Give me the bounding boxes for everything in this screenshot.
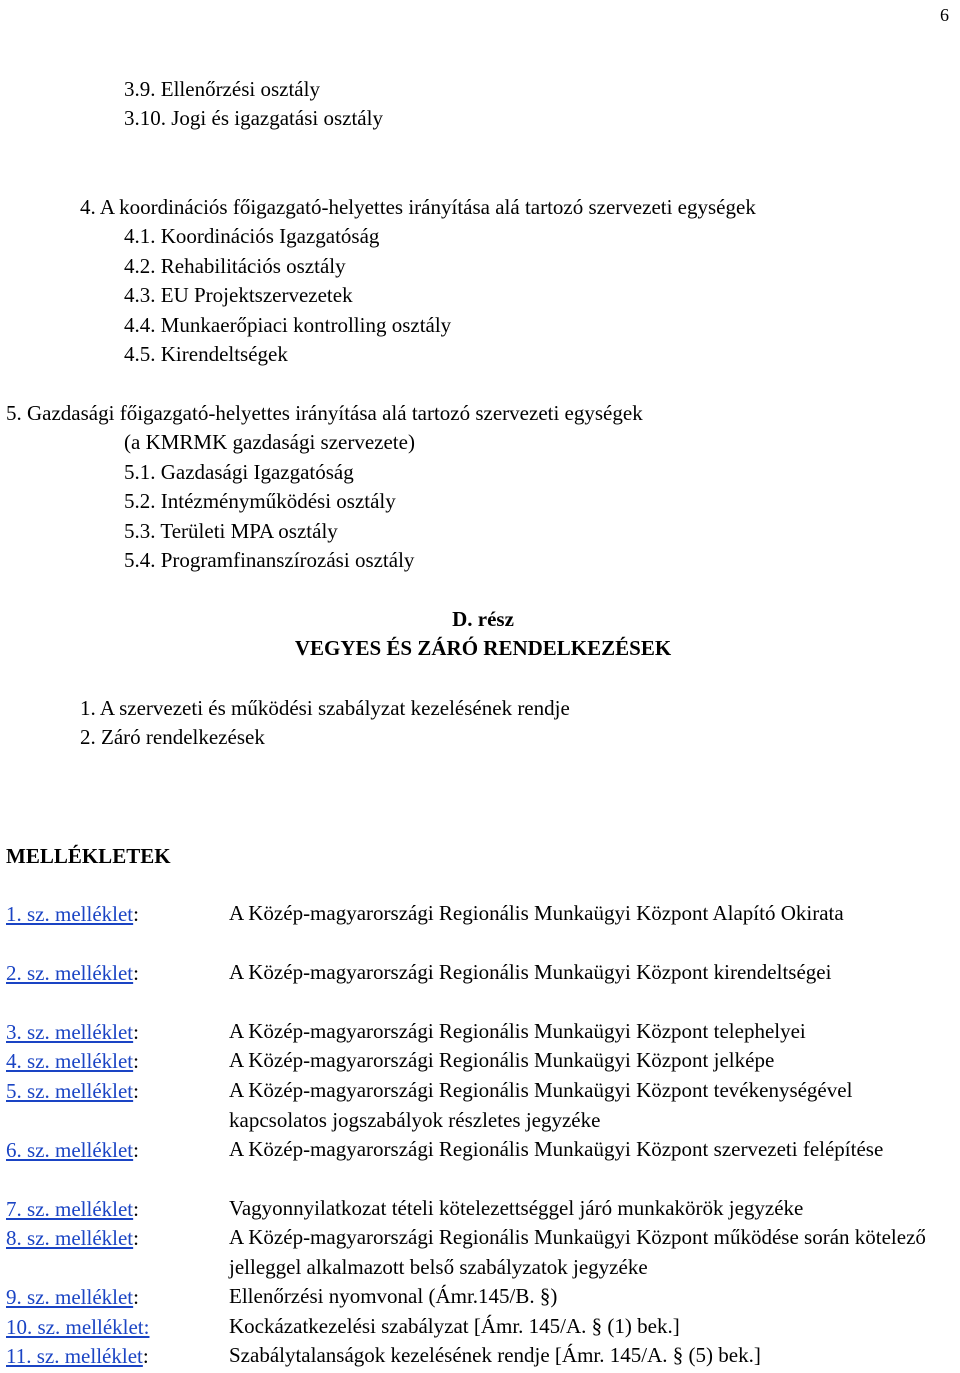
- annex-description: Ellenőrzési nyomvonal (Ámr.145/B. §): [229, 1284, 558, 1308]
- annex-description: A Közép-magyarországi Regionális Munkaügyi Központ jelképe: [229, 1048, 775, 1072]
- annex-link[interactable]: 7. sz. melléklet: [6, 1197, 134, 1221]
- annex-sep: :: [142, 1344, 149, 1368]
- list-item: 5.1. Gazdasági Igazgatóság: [124, 460, 354, 484]
- annex-link[interactable]: 2. sz. melléklet: [6, 961, 134, 985]
- annex-link[interactable]: 9. sz. melléklet: [6, 1285, 134, 1309]
- annex-link[interactable]: 8. sz. melléklet: [6, 1226, 134, 1250]
- annex-description: A Közép-magyarországi Regionális Munkaügyi Központ kirendeltségei: [229, 960, 832, 984]
- annex-description: A Közép-magyarországi Regionális Munkaügyi Központ Alapító Okirata: [229, 901, 844, 925]
- section-5-subtitle: (a KMRMK gazdasági szervezete): [124, 430, 415, 454]
- part-d-label: D. rész: [452, 607, 514, 631]
- annex-description: Szabálytalanságok kezelésének rendje [Ámr. 145/A. § (5) bek.]: [229, 1343, 761, 1367]
- page-number: 6: [940, 5, 949, 25]
- annex-link[interactable]: 4. sz. melléklet: [6, 1049, 134, 1073]
- list-item: 3.10. Jogi és igazgatási osztály: [124, 106, 383, 130]
- annex-description: A Közép-magyarországi Regionális Munkaügyi Központ telephelyei: [229, 1019, 806, 1043]
- list-item: 1. A szervezeti és működési szabályzat kezelésének rendje: [80, 696, 570, 720]
- section-5-title: 5. Gazdasági főigazgató-helyettes irányítása alá tartozó szervezeti egységek: [6, 401, 643, 425]
- annex-sep: :: [133, 1138, 139, 1162]
- annex-link[interactable]: 11. sz. melléklet: [6, 1344, 143, 1368]
- list-item: 4.3. EU Projektszervezetek: [124, 283, 353, 307]
- annex-link[interactable]: 6. sz. melléklet: [6, 1138, 134, 1162]
- list-item: 4.2. Rehabilitációs osztály: [124, 254, 346, 278]
- list-item: 5.2. Intézményműködési osztály: [124, 489, 396, 513]
- list-item: 4.5. Kirendeltségek: [124, 342, 288, 366]
- annex-sep: :: [133, 1226, 139, 1250]
- list-item: 5.3. Területi MPA osztály: [124, 519, 338, 543]
- section-4-title: 4. A koordinációs főigazgató-helyettes irányítása alá tartozó szervezeti egységek: [80, 195, 756, 219]
- annex-description: Kockázatkezelési szabályzat [Ámr. 145/A. § (1) bek.]: [229, 1314, 680, 1338]
- annexes-heading: MELLÉKLETEK: [6, 844, 171, 868]
- annex-sep: :: [133, 961, 139, 985]
- annex-description: Vagyonnyilatkozat tételi kötelezettséggel járó munkakörök jegyzéke: [229, 1196, 804, 1220]
- annex-link[interactable]: 1. sz. melléklet: [6, 902, 134, 926]
- list-item: 4.1. Koordinációs Igazgatóság: [124, 224, 380, 248]
- annex-description: A Közép-magyarországi Regionális Munkaügyi Központ tevékenységével kapcsolatos jogszabályok részletes jegyzéke: [229, 1078, 853, 1132]
- annex-sep: :: [133, 1285, 139, 1309]
- part-d-title: VEGYES ÉS ZÁRÓ RENDELKEZÉSEK: [294, 636, 672, 660]
- annex-sep: :: [133, 1020, 139, 1044]
- annex-link[interactable]: 3. sz. melléklet: [6, 1020, 134, 1044]
- list-item: 2. Záró rendelkezések: [80, 725, 265, 749]
- list-item: 5.4. Programfinanszírozási osztály: [124, 548, 415, 572]
- list-item: 3.9. Ellenőrzési osztály: [124, 77, 320, 101]
- annex-description: A Közép-magyarországi Regionális Munkaügyi Központ szervezeti felépítése: [229, 1137, 884, 1161]
- annex-sep: :: [133, 1049, 139, 1073]
- annex-sep: :: [133, 902, 139, 926]
- annex-description: A Közép-magyarországi Regionális Munkaügyi Központ működése során kötelező jelleggel alkalmazott belső szabályzatok jegyzéke: [229, 1225, 926, 1279]
- annex-link[interactable]: 10. sz. melléklet:: [6, 1315, 150, 1339]
- annex-sep: :: [133, 1079, 139, 1103]
- list-item: 4.4. Munkaerőpiaci kontrolling osztály: [124, 313, 452, 337]
- annex-link[interactable]: 5. sz. melléklet: [6, 1079, 134, 1103]
- annex-sep: :: [133, 1197, 139, 1221]
